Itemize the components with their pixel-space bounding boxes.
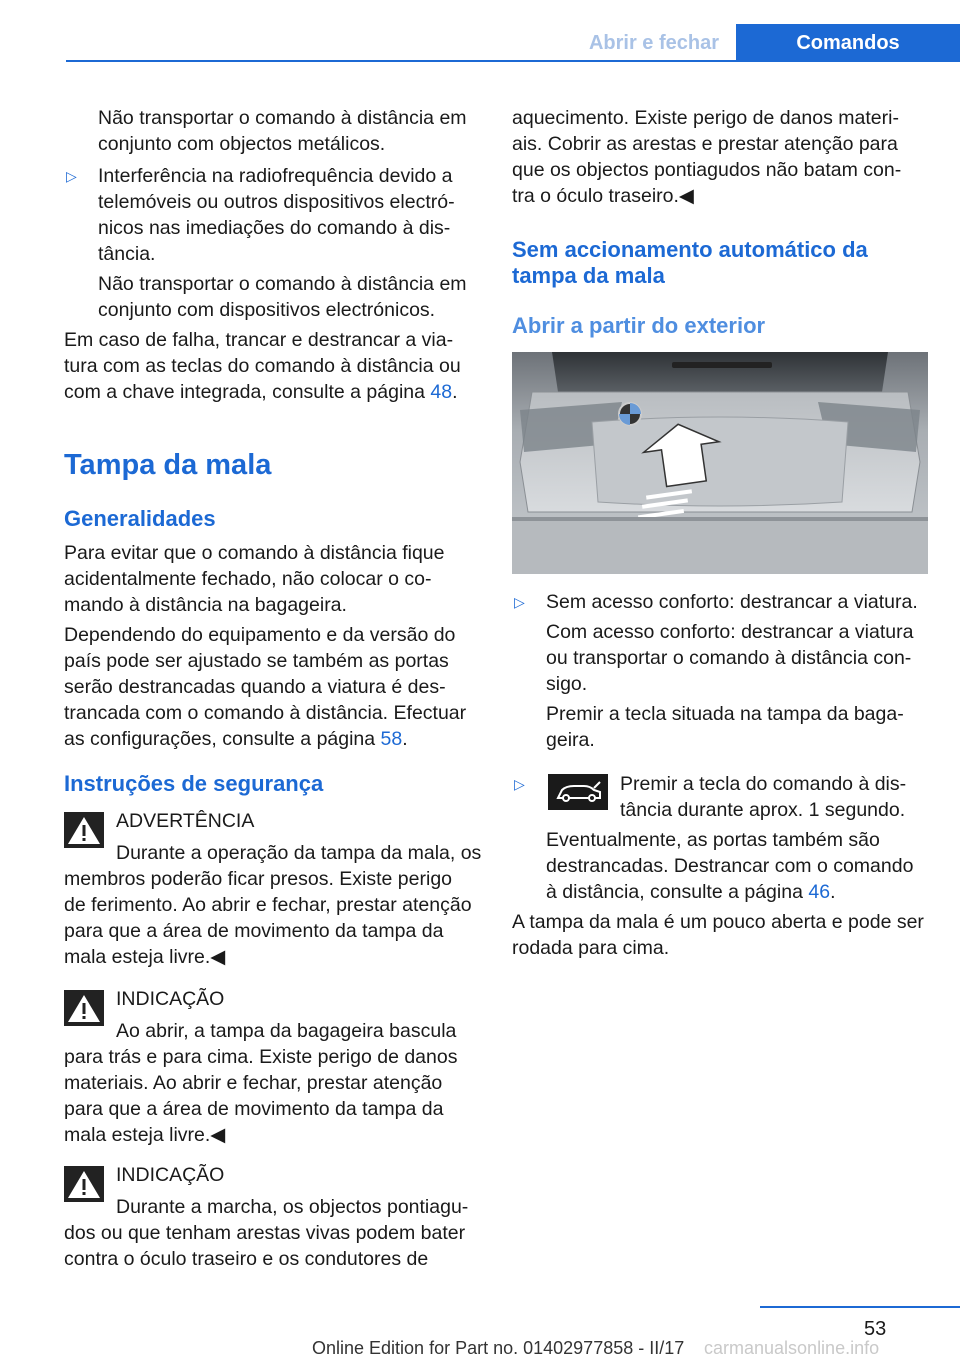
subsubsection-title: Abrir a partir do exterior: [512, 313, 766, 338]
bullet-line: à distância, consulte a página 46.: [546, 881, 836, 903]
subsection-title: Generalidades: [64, 506, 216, 531]
warning-line: membros poderão ficar presos. Existe perigo: [64, 868, 453, 890]
warning-triangle-icon: [64, 990, 104, 1026]
paragraph-line: Não transportar o comando à distância em: [98, 107, 467, 129]
header-section-tab[interactable]: Abrir e fechar: [588, 32, 720, 54]
bullet-line: geira.: [546, 729, 595, 751]
notice-line: mala esteja livre.◀: [64, 1124, 226, 1146]
section-title: Tampa da mala: [64, 449, 272, 481]
page-link-58[interactable]: 58: [380, 728, 403, 750]
edition-text: Online Edition for Part no. 01402977858 - II/17: [312, 1338, 685, 1358]
notice-title: INDICAÇÃO: [116, 1164, 225, 1186]
notice-title: INDICAÇÃO: [116, 988, 225, 1010]
subsection-title: Instruções de segurança: [64, 771, 324, 796]
warning-title: ADVERTÊNCIA: [116, 810, 255, 832]
bullet-line: nicos nas imediações do comando à dis‐: [98, 217, 451, 239]
paragraph-line: rodada para cima.: [512, 937, 670, 959]
warning-triangle-icon: [64, 1166, 104, 1202]
paragraph-line: Para evitar que o comando à distância fique: [64, 542, 445, 564]
bullet-line: destrancadas. Destrancar com o comando: [546, 855, 914, 877]
paragraph-line: conjunto com objectos metálicos.: [98, 133, 386, 155]
bullet-line: ou transportar o comando à distância con‐: [546, 647, 912, 669]
paragraph-line: que os objectos pontiagudos não batam con‐: [512, 159, 902, 181]
notice-line: contra o óculo traseiro e os condutores de: [64, 1248, 429, 1270]
paragraph-line: Dependendo do equipamento e da versão do: [64, 624, 456, 646]
header-chapter-tab[interactable]: Comandos: [736, 24, 960, 62]
paragraph-line: serão destrancadas quando a viatura é des‐: [64, 676, 446, 698]
paragraph-line: acidentalmente fechado, não colocar o co‐: [64, 568, 432, 590]
bullet-line: telemóveis ou outros dispositivos electró‐: [98, 191, 455, 213]
warning-line: Durante a operação da tampa da mala, os: [116, 842, 482, 864]
paragraph-line: tra o óculo traseiro.◀: [512, 185, 694, 207]
bullet-line: Não transportar o comando à distância em: [98, 273, 467, 295]
warning-line: para que a área de movimento da tampa da: [64, 920, 444, 942]
notice-line: para trás e para cima. Existe perigo de danos: [64, 1046, 458, 1068]
paragraph-line: com a chave integrada, consulte a página 48.: [64, 381, 458, 403]
warning-line: de ferimento. Ao abrir e fechar, prestar atenção: [64, 894, 472, 916]
warning-triangle-icon: [64, 812, 104, 848]
bullet-line: sigo.: [546, 673, 588, 695]
paragraph-line: ais. Cobrir as arestas e prestar atenção para: [512, 133, 898, 155]
paragraph-line: A tampa da mala é um pouco aberta e pode ser: [512, 911, 924, 933]
bullet-line: Premir a tecla situada na tampa da baga‐: [546, 703, 904, 725]
bullet-line: tância.: [98, 243, 156, 265]
bullet-line: conjunto com dispositivos electrónicos.: [98, 299, 436, 321]
paragraph-line: mando à distância na bagageira.: [64, 594, 347, 616]
bullet-line: Eventualmente, as portas também são: [546, 829, 880, 851]
watermark: carmanualsonline.info: [704, 1338, 880, 1358]
page-link-48[interactable]: 48: [430, 381, 453, 403]
notice-line: Durante a marcha, os objectos pontiagu‐: [116, 1196, 469, 1218]
bullet-line: Sem acesso conforto: destrancar a viatura.: [546, 591, 918, 613]
notice-line: materiais. Ao abrir e fechar, prestar atenção: [64, 1072, 443, 1094]
header-rule: [66, 60, 960, 62]
paragraph-line: aquecimento. Existe perigo de danos materi‐: [512, 107, 899, 129]
tailgate-illustration: [512, 352, 928, 574]
paragraph-line: tura com as teclas do comando à distância ou: [64, 355, 461, 377]
warning-line: mala esteja livre.◀: [64, 946, 226, 968]
paragraph-line: trancada com o comando à distância. Efectuar: [64, 702, 467, 724]
subsection-title: tampa da mala: [512, 263, 665, 288]
paragraph-line: Em caso de falha, trancar e destrancar a via‐: [64, 329, 454, 351]
notice-line: para que a área de movimento da tampa da: [64, 1098, 444, 1120]
bullet-line: Premir a tecla do comando à dis‐: [620, 773, 907, 795]
paragraph-line: as configurações, consulte a página 58.: [64, 728, 408, 750]
bullet-line: tância durante aprox. 1 segundo.: [620, 799, 906, 821]
bullet-triangle-icon: ▷: [514, 594, 525, 610]
page-link-46[interactable]: 46: [808, 881, 831, 903]
bullet-line: Com acesso conforto: destrancar a viatura: [546, 621, 914, 643]
page-number: 53: [864, 1318, 887, 1340]
footer-rule: [760, 1306, 960, 1308]
paragraph-line: país pode ser ajustado se também as portas: [64, 650, 449, 672]
subsection-title: Sem accionamento automático da: [512, 237, 868, 262]
bullet-line: Interferência na radiofrequência devido a: [98, 165, 453, 187]
bullet-triangle-icon: ▷: [66, 168, 77, 184]
car-tailgate-key-icon: [548, 774, 608, 810]
notice-line: Ao abrir, a tampa da bagageira bascula: [116, 1020, 457, 1042]
notice-line: dos ou que tenham arestas vivas podem bater: [64, 1222, 466, 1244]
bullet-triangle-icon: ▷: [514, 776, 525, 792]
